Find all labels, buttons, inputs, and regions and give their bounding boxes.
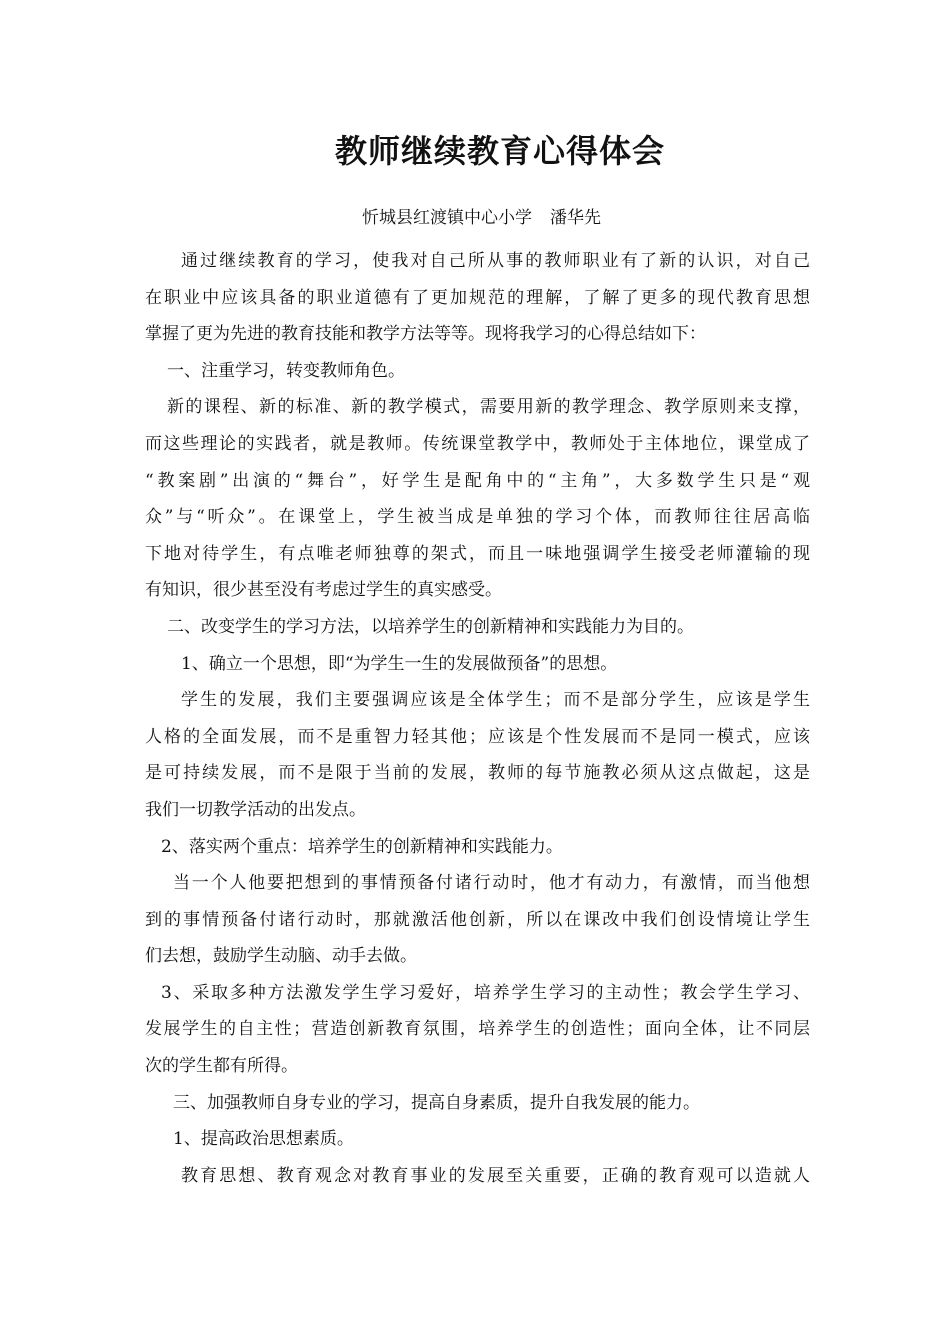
- paragraph-action: [145, 865, 810, 975]
- text-line: 到的事情预备付诸行动时，那就激活他创新，所以在课改中我们创设情境让学生: [145, 909, 810, 930]
- heading-line: 1、提高政治思想素质。: [173, 1129, 354, 1150]
- text-line: 3、采取多种方法激发学生学习爱好，培养学生学习的主动性；教会学生学习、: [161, 982, 810, 1003]
- text-line: 发展学生的自主性；营造创新教育氛围，培养学生的创造性；面向全体，让不同层: [145, 1019, 810, 1040]
- subheading-2-1: [145, 646, 810, 683]
- text-line: 在职业中应该具备的职业道德有了更加规范的理解，了解了更多的现代教育思想: [145, 287, 810, 308]
- text-line: 次的学生都有所得。: [145, 1056, 298, 1077]
- text-line: 有知识，很少甚至没有考虑过学生的真实感受。: [145, 580, 502, 601]
- text-line: 而这些理论的实践者，就是教师。传统课堂教学中，教师处于主体地位，课堂成了: [145, 433, 810, 454]
- text-line: 新的课程、新的标准、新的教学模式，需要用新的教学理念、教学原则来支撑，: [167, 397, 810, 418]
- paragraph-methods: [145, 975, 810, 1085]
- heading-line: 1、确立一个思想，即“为学生一生的发展做预备”的思想。: [181, 653, 618, 674]
- title-block: [0, 126, 950, 176]
- text-line: 众”与“听众”。在课堂上，学生被当成是单独的学习个体，而教师往往居高临: [145, 507, 810, 528]
- paragraph-intro: [145, 243, 810, 353]
- author-name: 潘华先: [550, 208, 601, 228]
- section-heading-1: [145, 353, 810, 390]
- heading-line: 一、注重学习，转变教师角色。: [167, 360, 405, 381]
- heading-line: 二、改变学生的学习方法，以培养学生的创新精神和实践能力为目的。: [167, 616, 694, 637]
- heading-line: 2、落实两个重点：培养学生的创新精神和实践能力。: [161, 836, 563, 857]
- text-line: 是可持续发展，而不是限于当前的发展，教师的每节施教必须从这点做起，这是: [145, 763, 810, 784]
- paragraph-student-development: [145, 682, 810, 828]
- subheading-3-1: [145, 1121, 810, 1158]
- text-line: 教育思想、教育观念对教育事业的发展至关重要，正确的教育观可以造就人: [181, 1165, 810, 1186]
- text-line: “教案剧”出演的“舞台”，好学生是配角中的“主角”，大多数学生只是“观: [145, 470, 810, 491]
- section-heading-3: [145, 1085, 810, 1122]
- document-title: 教师继续教育心得体会: [335, 132, 666, 170]
- paragraph-teacher-role: [145, 389, 810, 609]
- paragraph-education-thought: [145, 1158, 810, 1195]
- author-line: [362, 203, 601, 228]
- document-body: [145, 243, 810, 1194]
- section-heading-2: [145, 609, 810, 646]
- text-line: 当一个人他要把想到的事情预备付诸行动时，他才有动力，有激情，而当他想: [173, 873, 810, 894]
- heading-line: 三、加强教师自身专业的学习，提高自身素质，提升自我发展的能力。: [173, 1092, 700, 1113]
- text-line: 我们一切教学活动的出发点。: [145, 799, 366, 820]
- text-line: 学生的发展，我们主要强调应该是全体学生；而不是部分学生，应该是学生: [181, 690, 810, 711]
- text-line: 人格的全面发展，而不是重智力轻其他；应该是个性发展而不是同一模式，应该: [145, 726, 810, 747]
- text-line: 下地对待学生，有点唯老师独尊的架式，而且一味地强调学生接受老师灌输的现: [145, 543, 810, 564]
- text-line: 掌握了更为先进的教育技能和教学方法等等。现将我学习的心得总结如下：: [145, 324, 706, 345]
- author-school: 忻城县红渡镇中心小学: [362, 208, 532, 228]
- subheading-2-2: [145, 829, 810, 866]
- text-line: 通过继续教育的学习，使我对自己所从事的教师职业有了新的认识，对自己: [181, 251, 810, 271]
- text-line: 们去想，鼓励学生动脑、动手去做。: [145, 946, 417, 967]
